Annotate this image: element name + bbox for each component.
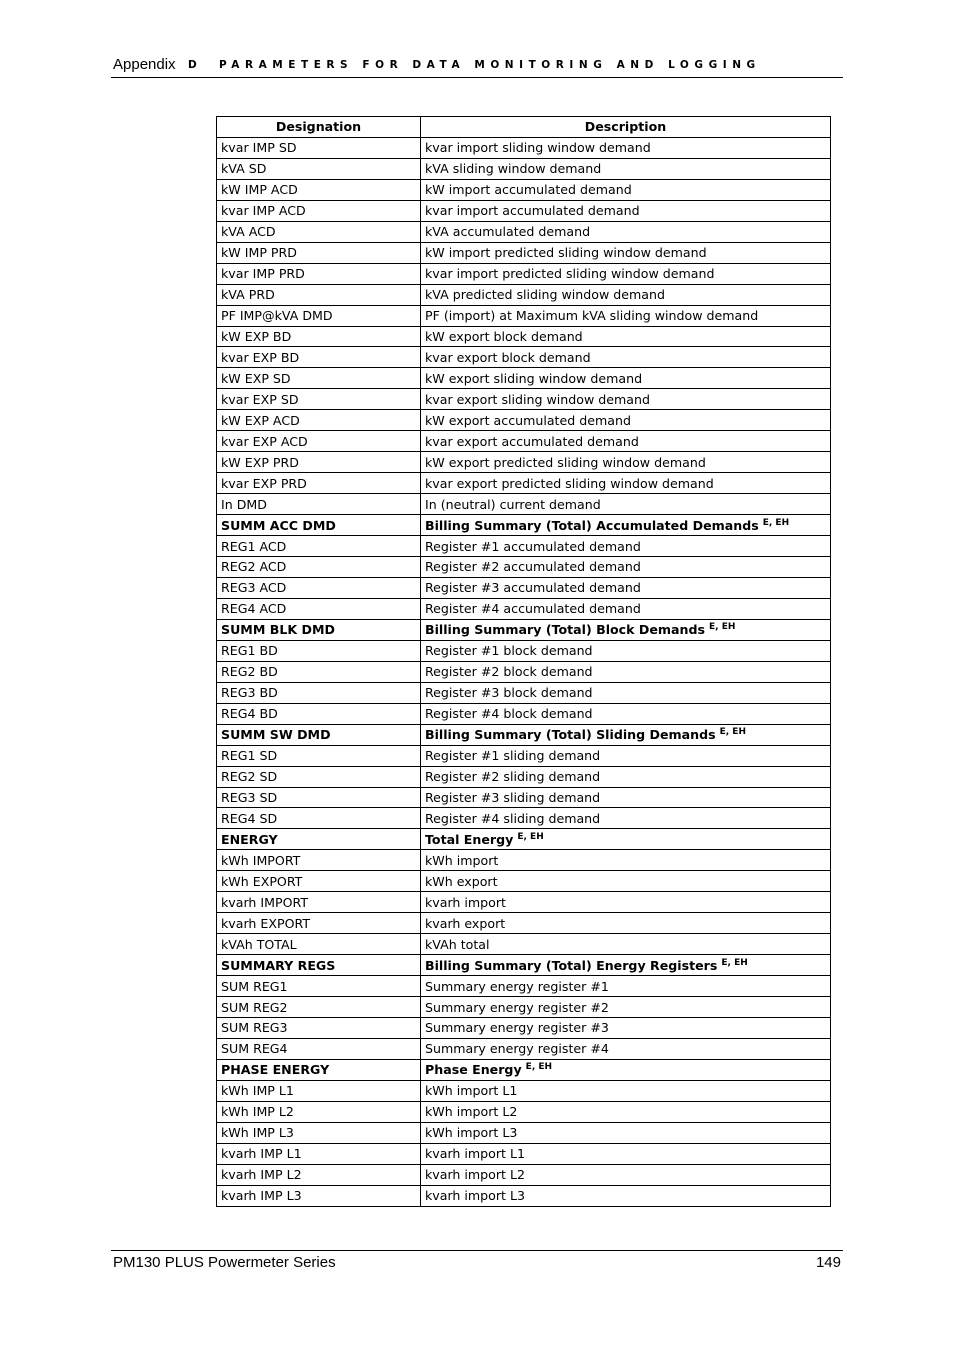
description-cell xyxy=(421,1122,831,1143)
description-cell xyxy=(421,955,831,976)
appendix-letter: D xyxy=(188,59,197,71)
section-row xyxy=(217,724,831,745)
description-text: Register #4 block demand xyxy=(425,706,593,722)
description-cell xyxy=(421,452,831,473)
designation-cell: kWh IMP L1 xyxy=(217,1080,421,1101)
table-row xyxy=(217,892,831,913)
table-row xyxy=(217,326,831,347)
description-cell xyxy=(421,179,831,200)
table-row xyxy=(217,808,831,829)
table-row xyxy=(217,1143,831,1164)
description-text: kW export sliding window demand xyxy=(425,370,643,386)
designation-cell: kvar EXP BD xyxy=(217,347,421,368)
description-cell xyxy=(421,1185,831,1206)
designation-cell: REG1 SD xyxy=(217,745,421,766)
description-cell xyxy=(421,284,831,305)
designation-cell: kvar IMP ACD xyxy=(217,200,421,221)
table-row xyxy=(217,557,831,578)
table-row xyxy=(217,452,831,473)
table-row xyxy=(217,1038,831,1059)
description-text: kvar export sliding window demand xyxy=(425,391,650,407)
description-text: kvar import predicted sliding window demand xyxy=(425,266,715,282)
description-cell xyxy=(421,242,831,263)
description-cell xyxy=(421,892,831,913)
designation-cell: REG2 BD xyxy=(217,661,421,682)
description-cell xyxy=(421,368,831,389)
description-cell xyxy=(421,557,831,578)
table-row xyxy=(217,1101,831,1122)
description-cell xyxy=(421,997,831,1018)
table-row xyxy=(217,682,831,703)
table-row xyxy=(217,368,831,389)
table-row xyxy=(217,787,831,808)
designation-cell: SUMM BLK DMD xyxy=(217,619,421,640)
table-row xyxy=(217,221,831,242)
description-text: kW import predicted sliding window demand xyxy=(425,245,707,261)
table-row xyxy=(217,661,831,682)
description-cell xyxy=(421,515,831,536)
designation-cell: REG4 SD xyxy=(217,808,421,829)
designation-cell: kvar IMP PRD xyxy=(217,263,421,284)
description-text: Register #3 accumulated demand xyxy=(425,580,641,596)
description-text: kW export accumulated demand xyxy=(425,412,631,428)
description-text: kW export block demand xyxy=(425,329,583,344)
description-cell xyxy=(421,850,831,871)
footnote-mark: E, EH xyxy=(719,727,746,738)
description-text: Register #4 accumulated demand xyxy=(425,601,641,617)
description-text: kVAh total xyxy=(425,936,490,952)
description-text: Summary energy register #2 xyxy=(425,999,609,1015)
description-cell xyxy=(421,577,831,598)
table-row xyxy=(217,305,831,326)
description-cell xyxy=(421,703,831,724)
designation-cell: kvarh IMP L1 xyxy=(217,1143,421,1164)
table-row xyxy=(217,976,831,997)
description-cell xyxy=(421,1143,831,1164)
description-cell xyxy=(421,787,831,808)
parameters-table xyxy=(216,116,831,1207)
description-text: kVA sliding window demand xyxy=(425,161,602,177)
designation-cell: SUMMARY REGS xyxy=(217,955,421,976)
description-cell xyxy=(421,263,831,284)
description-cell xyxy=(421,305,831,326)
description-text: Phase Energy xyxy=(425,1062,522,1078)
description-cell xyxy=(421,829,831,850)
footnote-mark: E, EH xyxy=(517,831,544,842)
designation-cell: REG1 ACD xyxy=(217,536,421,557)
designation-cell: REG3 ACD xyxy=(217,577,421,598)
description-cell xyxy=(421,473,831,494)
designation-cell: REG4 ACD xyxy=(217,598,421,619)
table-row xyxy=(217,347,831,368)
description-text: Total Energy xyxy=(425,831,514,847)
description-cell xyxy=(421,640,831,661)
designation-cell: SUM REG3 xyxy=(217,1017,421,1038)
description-text: Register #3 block demand xyxy=(425,685,593,701)
description-cell xyxy=(421,389,831,410)
page-number: 149 xyxy=(815,1254,841,1271)
designation-cell: kVA ACD xyxy=(217,221,421,242)
designation-cell: kvar EXP ACD xyxy=(217,431,421,452)
description-text: Register #4 sliding demand xyxy=(425,810,601,826)
description-cell xyxy=(421,598,831,619)
description-cell xyxy=(421,536,831,557)
table-row xyxy=(217,200,831,221)
description-cell xyxy=(421,808,831,829)
designation-cell: kWh IMPORT xyxy=(217,850,421,871)
description-text: kvar import sliding window demand xyxy=(425,140,651,156)
designation-column-header: Designation xyxy=(217,117,421,138)
table-row xyxy=(217,934,831,955)
designation-cell: SUM REG1 xyxy=(217,976,421,997)
designation-cell: kvar EXP PRD xyxy=(217,473,421,494)
description-cell xyxy=(421,1080,831,1101)
designation-cell: PF IMP@kVA DMD xyxy=(217,305,421,326)
section-row xyxy=(217,955,831,976)
description-column-header: Description xyxy=(421,117,831,138)
designation-cell: kW EXP ACD xyxy=(217,410,421,431)
footnote-mark: E, EH xyxy=(721,957,748,968)
description-text: Billing Summary (Total) Energy Registers xyxy=(425,957,718,973)
description-text: kvarh import xyxy=(425,894,506,910)
footer-product-name: PM130 PLUS Powermeter Series xyxy=(113,1254,336,1271)
table-row xyxy=(217,871,831,892)
designation-cell: REG1 BD xyxy=(217,640,421,661)
designation-cell: kW EXP SD xyxy=(217,368,421,389)
description-text: Register #1 sliding demand xyxy=(425,748,601,764)
description-cell xyxy=(421,221,831,242)
description-cell xyxy=(421,347,831,368)
table-row xyxy=(217,1080,831,1101)
table-row xyxy=(217,431,831,452)
description-cell xyxy=(421,200,831,221)
table-row xyxy=(217,389,831,410)
table-body xyxy=(217,137,831,1206)
description-text: kvarh import L3 xyxy=(425,1188,526,1204)
designation-cell: SUM REG4 xyxy=(217,1038,421,1059)
page-header xyxy=(111,54,843,78)
description-text: kWh import L3 xyxy=(425,1125,518,1141)
description-text: Summary energy register #3 xyxy=(425,1020,609,1036)
description-text: kW import accumulated demand xyxy=(425,182,632,198)
table-row xyxy=(217,913,831,934)
description-text: Register #3 sliding demand xyxy=(425,789,601,805)
table-row xyxy=(217,473,831,494)
footnote-mark: E, EH xyxy=(762,517,790,528)
designation-cell: REG4 BD xyxy=(217,703,421,724)
table-row xyxy=(217,997,831,1018)
table-row xyxy=(217,577,831,598)
table-row xyxy=(217,766,831,787)
table-row xyxy=(217,284,831,305)
designation-cell: PHASE ENERGY xyxy=(217,1059,421,1080)
designation-cell: kvarh IMP L2 xyxy=(217,1164,421,1185)
table-row xyxy=(217,1122,831,1143)
description-text: In (neutral) current demand xyxy=(425,496,601,512)
description-text: kWh import xyxy=(425,852,499,868)
designation-cell: ENERGY xyxy=(217,829,421,850)
table-row xyxy=(217,158,831,179)
designation-cell: SUMM SW DMD xyxy=(217,724,421,745)
description-text: Register #2 accumulated demand xyxy=(425,559,641,575)
table-row xyxy=(217,850,831,871)
description-text: kVA accumulated demand xyxy=(425,224,591,240)
description-text: kvarh export xyxy=(425,915,506,931)
table-row xyxy=(217,179,831,200)
designation-cell: kWh IMP L3 xyxy=(217,1122,421,1143)
description-text: Register #1 accumulated demand xyxy=(425,538,641,554)
description-text: kWh import L2 xyxy=(425,1104,518,1120)
table-row xyxy=(217,598,831,619)
description-text: kWh export xyxy=(425,873,498,889)
section-row xyxy=(217,619,831,640)
designation-cell: kvar IMP SD xyxy=(217,137,421,158)
designation-cell: kW EXP PRD xyxy=(217,452,421,473)
description-cell xyxy=(421,619,831,640)
designation-cell: REG2 SD xyxy=(217,766,421,787)
designation-cell: kvar EXP SD xyxy=(217,389,421,410)
description-text: Billing Summary (Total) Block Demands xyxy=(425,622,706,638)
section-row xyxy=(217,829,831,850)
description-cell xyxy=(421,745,831,766)
description-cell xyxy=(421,913,831,934)
designation-cell: SUMM ACC DMD xyxy=(217,515,421,536)
description-cell xyxy=(421,934,831,955)
description-cell xyxy=(421,976,831,997)
table-row xyxy=(217,703,831,724)
designation-cell: kW IMP PRD xyxy=(217,242,421,263)
description-cell xyxy=(421,1038,831,1059)
designation-cell: kWh IMP L2 xyxy=(217,1101,421,1122)
designation-cell: kW IMP ACD xyxy=(217,179,421,200)
description-cell xyxy=(421,1059,831,1080)
table-row xyxy=(217,1164,831,1185)
description-text: Register #1 block demand xyxy=(425,643,593,659)
table-row xyxy=(217,410,831,431)
description-cell xyxy=(421,682,831,703)
appendix-label: Appendix xyxy=(113,56,176,73)
description-text: Billing Summary (Total) Sliding Demands xyxy=(425,727,716,743)
description-cell xyxy=(421,661,831,682)
description-text: Billing Summary (Total) Accumulated Demands xyxy=(425,517,759,533)
section-row xyxy=(217,1059,831,1080)
description-text: Register #2 sliding demand xyxy=(425,769,601,785)
description-cell xyxy=(421,1017,831,1038)
designation-cell: kvarh EXPORT xyxy=(217,913,421,934)
description-text: kW export predicted sliding window demand xyxy=(425,454,706,470)
description-text: Summary energy register #1 xyxy=(425,978,609,994)
description-text: kvar export accumulated demand xyxy=(425,433,639,449)
description-cell xyxy=(421,1164,831,1185)
description-text: kVA predicted sliding window demand xyxy=(425,287,665,303)
designation-cell: REG3 SD xyxy=(217,787,421,808)
designation-cell: kW EXP BD xyxy=(217,326,421,347)
table-row xyxy=(217,494,831,515)
description-text: kvarh import L2 xyxy=(425,1167,526,1183)
description-text: kvar export block demand xyxy=(425,349,591,365)
designation-cell: kVAh TOTAL xyxy=(217,934,421,955)
description-cell xyxy=(421,137,831,158)
table-row xyxy=(217,137,831,158)
description-text: Summary energy register #4 xyxy=(425,1041,609,1057)
description-cell xyxy=(421,766,831,787)
footnote-mark: E, EH xyxy=(525,1062,553,1073)
designation-cell: REG2 ACD xyxy=(217,557,421,578)
designation-cell: REG3 BD xyxy=(217,682,421,703)
table-row xyxy=(217,242,831,263)
description-text: kvarh import L1 xyxy=(425,1146,526,1162)
description-cell xyxy=(421,431,831,452)
designation-cell: kVA PRD xyxy=(217,284,421,305)
description-text: kvar import accumulated demand xyxy=(425,203,640,219)
table-row xyxy=(217,1017,831,1038)
table-header-row xyxy=(217,117,831,138)
designation-cell: SUM REG2 xyxy=(217,997,421,1018)
designation-cell: In DMD xyxy=(217,494,421,515)
page-footer xyxy=(111,1250,843,1275)
table-row xyxy=(217,745,831,766)
table-row xyxy=(217,263,831,284)
designation-cell: kVA SD xyxy=(217,158,421,179)
section-row xyxy=(217,515,831,536)
description-cell xyxy=(421,1101,831,1122)
table-row xyxy=(217,1185,831,1206)
description-cell xyxy=(421,724,831,745)
description-cell xyxy=(421,871,831,892)
description-text: Register #2 block demand xyxy=(425,664,593,680)
designation-cell: kvarh IMPORT xyxy=(217,892,421,913)
description-text: kWh import L1 xyxy=(425,1083,518,1099)
description-text: PF (import) at Maximum kVA sliding window demand xyxy=(425,308,759,324)
description-cell xyxy=(421,326,831,347)
designation-cell: kvarh IMP L3 xyxy=(217,1185,421,1206)
chapter-title: PARAMETERS FOR DATA MONITORING AND LOGGING xyxy=(219,59,761,71)
description-cell xyxy=(421,410,831,431)
description-cell xyxy=(421,158,831,179)
description-text: kvar export predicted sliding window demand xyxy=(425,475,714,491)
table-row xyxy=(217,536,831,557)
table-row xyxy=(217,640,831,661)
footnote-mark: E, EH xyxy=(709,622,736,633)
designation-cell: kWh EXPORT xyxy=(217,871,421,892)
description-cell xyxy=(421,494,831,515)
